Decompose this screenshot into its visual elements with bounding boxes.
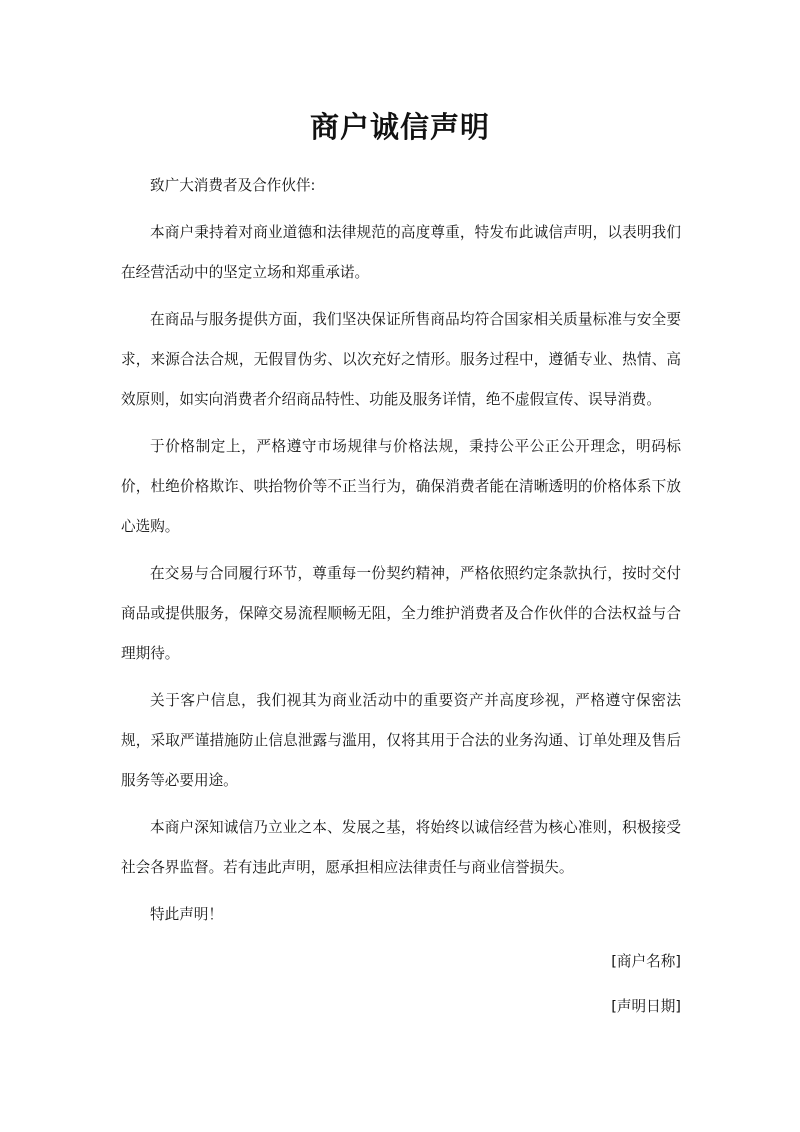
paragraph-intro: 本商户秉持着对商业道德和法律规范的高度尊重，特发布此诚信声明，以表明我们在经营活动中的坚定立场和郑重承诺。	[121, 224, 681, 281]
document-body	[121, 166, 681, 1027]
paragraph-customer-info: 关于客户信息，我们视其为商业活动中的重要资产并高度珍视，严格遵守保密法规，采取严谨措施防止信息泄露与滥用，仅将其用于合法的业务沟通、订单处理及售后服务等必要用途。	[121, 692, 681, 789]
paragraph-goods-services: 在商品与服务提供方面，我们坚决保证所售商品均符合国家相关质量标准与安全要求，来源合法合规，无假冒伪劣、以次充好之情形。服务过程中，遵循专业、热情、高效原则，如实向消费者介绍商品特性、功能及服务详情，绝不虚假宣传、误导消费。	[121, 311, 681, 408]
closing-statement: 特此声明！	[150, 906, 223, 923]
signature-merchant-name: [商户名称]	[611, 953, 681, 970]
paragraph-pricing: 于价格制定上，严格遵守市场规律与价格法规，秉持公平公正公开理念，明码标价，杜绝价格欺诈、哄抬物价等不正当行为，确保消费者能在清晰透明的价格体系下放心选购。	[121, 438, 681, 535]
document-title: 商户诚信声明	[309, 110, 490, 144]
salutation: 致广大消费者及合作伙伴:	[150, 177, 316, 194]
signature-date: [声明日期]	[611, 998, 681, 1015]
paragraph-contracts: 在交易与合同履行环节，尊重每一份契约精神，严格依照约定条款执行，按时交付商品或提供服务，保障交易流程顺畅无阻，全力维护消费者及合作伙伴的合法权益与合理期待。	[121, 565, 681, 662]
paragraph-commitment: 本商户深知诚信乃立业之本、发展之基，将始终以诚信经营为核心准则，积极接受社会各界监督。若有违此声明，愿承担相应法律责任与商业信誉损失。	[121, 819, 681, 876]
